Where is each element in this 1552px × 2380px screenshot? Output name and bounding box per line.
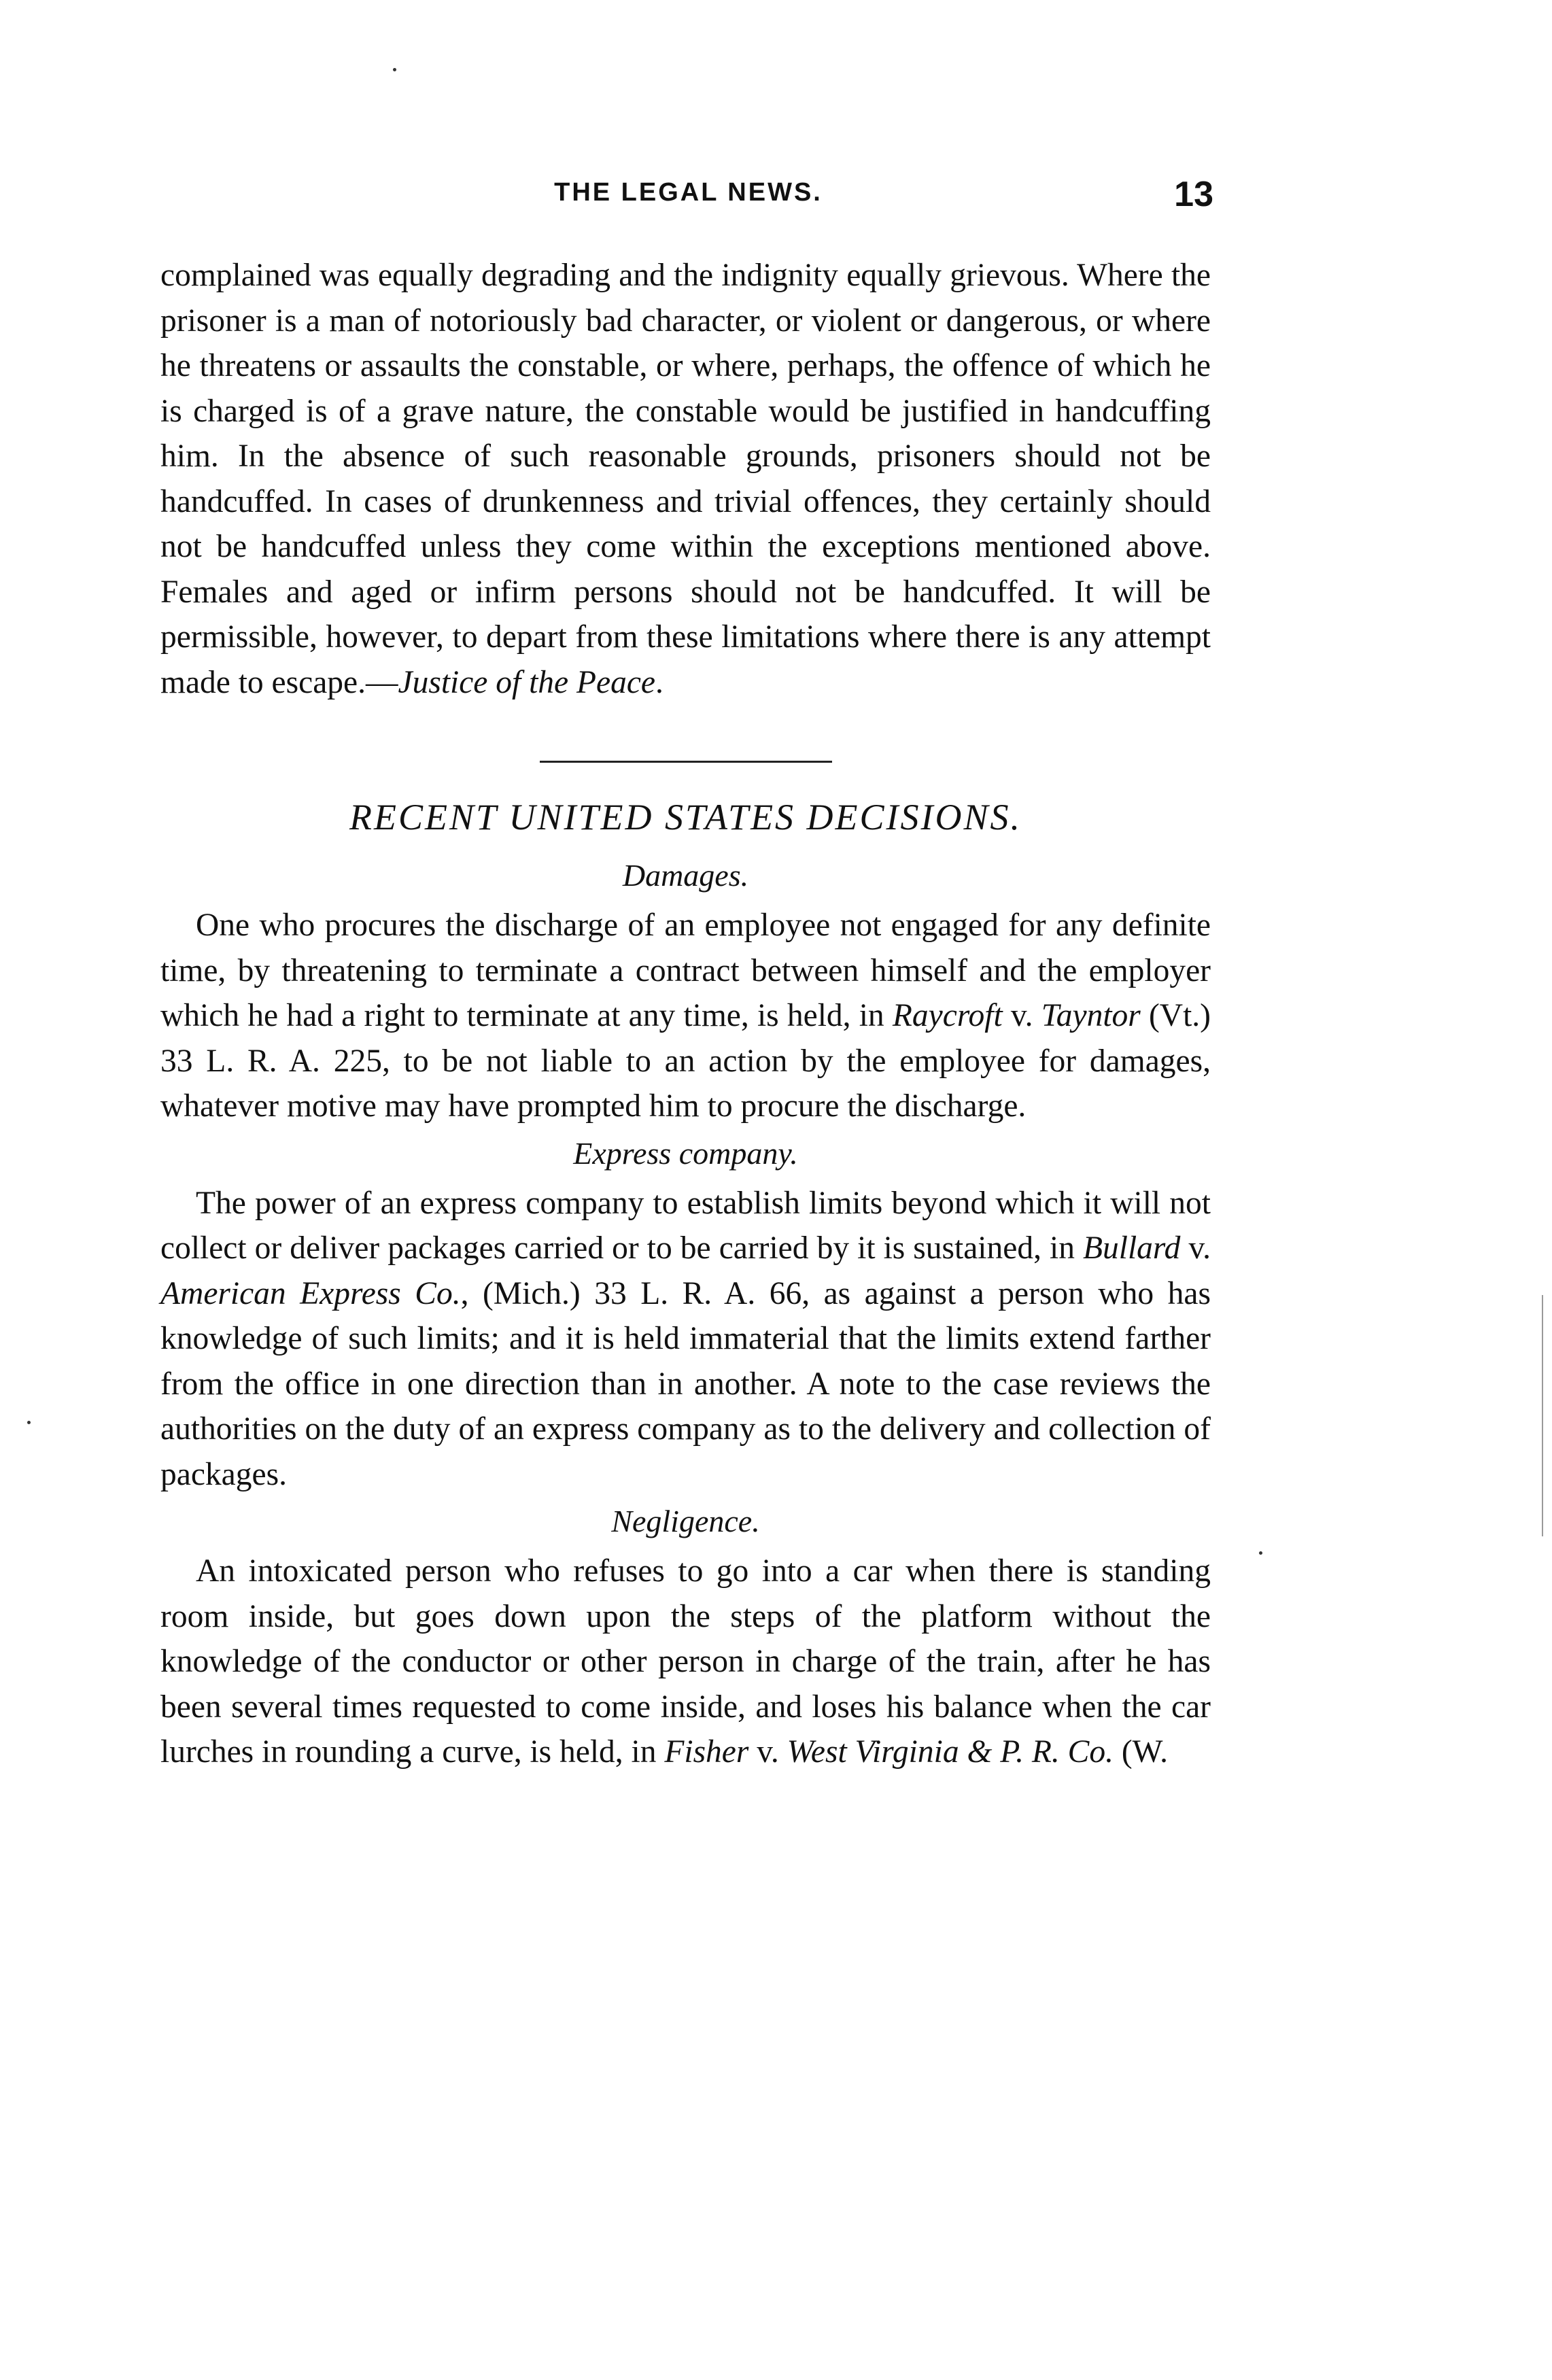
- case-versus: v.: [1002, 998, 1041, 1033]
- case-party-b: American Express Co.: [160, 1275, 461, 1311]
- scan-speck: [27, 1421, 31, 1424]
- continuation-text: complained was equally degrading and the indignity equally grievous. Where the prisoner is a man of notoriously bad character, or violent or dangerous, or where he threatens or assaults the constable, or where, perhaps, the offence of which he is charged is of a grave nature, the constable would be justified in handcuffing him. In the absence of such reasonable grounds, prisoners should not be handcuffed. In cases of drunkenness and trivial offences, they certainly should not be handcuffed unless they come within the exceptions mentioned above. Females and aged or infirm persons should not be handcuffed. It will be permissible, however, to depart from these limitations where there is any attempt made to escape.—: [160, 258, 1211, 700]
- page-header: [163, 175, 1213, 232]
- case-party-a: Raycroft: [892, 998, 1003, 1033]
- article-body: [160, 253, 1211, 1775]
- express-text-2: , (Mich.) 33 L. R. A. 66, as against a person who has knowledge of such limits; and it is held immaterial that the limits extend farther from the office in one direction than in another. A note to the case reviews the authorities on the duty of an express company as to the delivery and collection of packages.: [160, 1275, 1211, 1492]
- subhead-express-company: Express company.: [573, 1135, 798, 1171]
- negligence-text-1: An intoxicated person who refuses to go into a car when there is standing room inside, but goes down upon the steps of the platform without the knowledge of the conductor or other person in charge of the train, after he has been several times requested to come inside, and loses his balance when the car lurches in rounding a curve, is held, in: [160, 1553, 1211, 1770]
- case-party-b: West Virginia & P. R. Co.: [787, 1734, 1114, 1770]
- subhead-damages: Damages.: [622, 858, 749, 893]
- paragraph-express-company: [160, 1181, 1211, 1498]
- subhead-negligence: Negligence.: [611, 1504, 760, 1538]
- case-party-a: Fisher: [664, 1734, 749, 1770]
- case-versus: v.: [748, 1734, 787, 1770]
- section-title: RECENT UNITED STATES DECISIONS.: [349, 797, 1022, 838]
- damages-text-2: (Vt.) 33 L. R. A. 225, to be not liable to an action by the employee for damages, whatever motive may have prompted him to procure the discharge.: [160, 998, 1211, 1124]
- case-party-b: Tayntor: [1041, 998, 1141, 1033]
- page-number: 13: [1174, 175, 1213, 214]
- case-versus: v.: [1180, 1230, 1211, 1266]
- express-text-1: The power of an express company to establish limits beyond which it will not collect or deliver packages carried or to be carried by it is sustained, in: [160, 1185, 1211, 1266]
- section-divider: [540, 761, 832, 763]
- paragraph-damages: [160, 903, 1211, 1129]
- source-citation: Justice of the Peace: [398, 664, 656, 700]
- continuation-end: .: [655, 664, 663, 700]
- scan-edge-mark: [1542, 1295, 1543, 1536]
- damages-text-1: One who procures the discharge of an employee not engaged for any definite time, by threatening to terminate a contract between himself and the employer which he had a right to terminate at any time, is held, in: [160, 908, 1211, 1033]
- running-head: THE LEGAL NEWS.: [554, 178, 823, 207]
- continuation-paragraph: [160, 253, 1211, 705]
- scan-speck: [1259, 1551, 1262, 1555]
- scan-speck: [393, 68, 396, 71]
- case-party-a: Bullard: [1083, 1230, 1181, 1266]
- paragraph-negligence: [160, 1549, 1211, 1775]
- negligence-text-2: (W.: [1113, 1734, 1169, 1770]
